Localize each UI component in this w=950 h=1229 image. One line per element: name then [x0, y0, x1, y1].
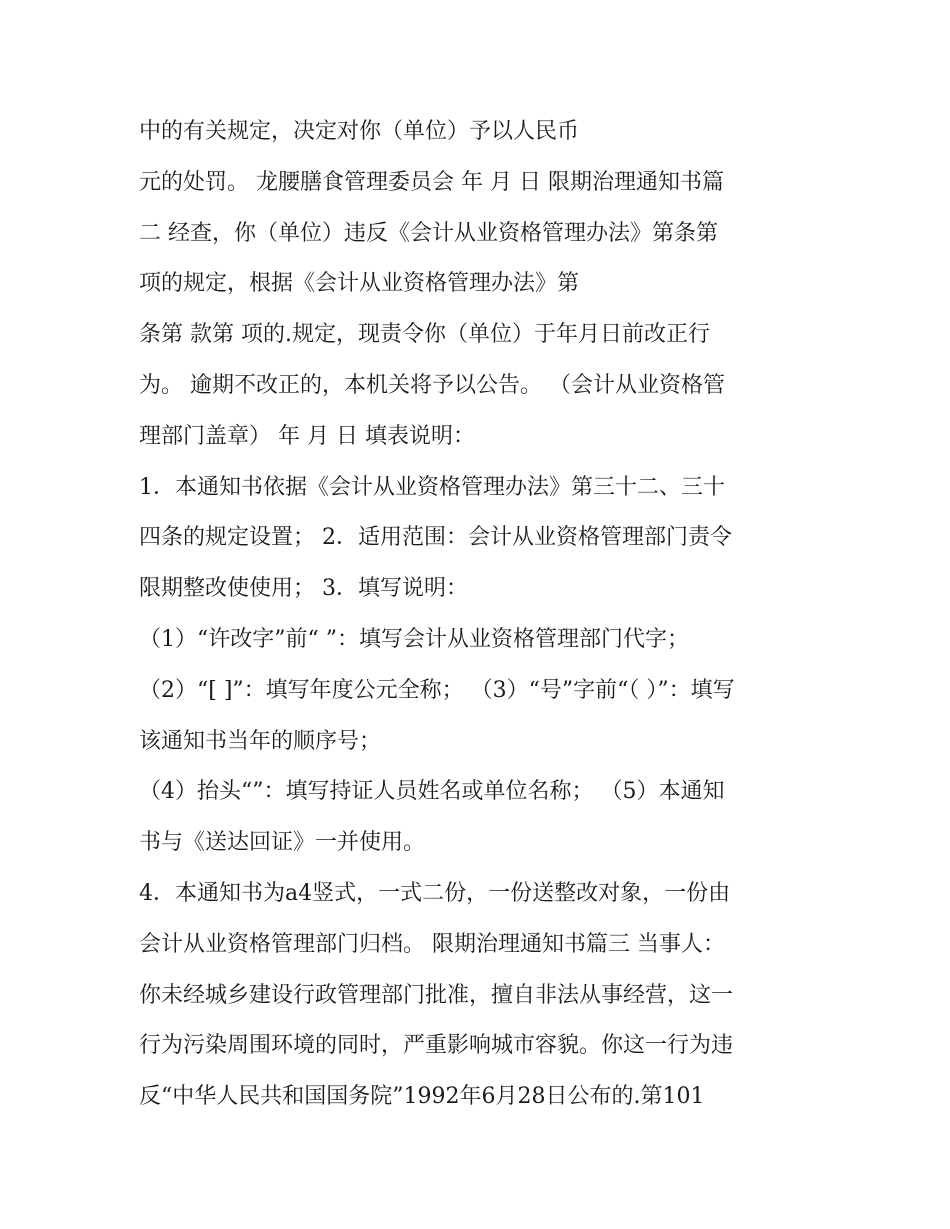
- text-line: 4．本通知书为a4竖式，一式二份，一份送整改对象，一份由: [139, 880, 731, 906]
- document-body: [139, 107, 829, 1123]
- text-line: 会计从业资格管理部门归档。 限期治理通知书篇三 当事人：: [139, 931, 725, 957]
- text-line: 1．本通知书依据《会计从业资格管理办法》第三十二、三十: [139, 474, 725, 500]
- text-line: 为。 逾期不改正的，本机关将予以公告。 （会计从业资格管: [139, 372, 725, 398]
- text-line: 限期整改使使用； 3．填写说明：: [139, 576, 468, 602]
- text-line: （2）“[ ]”：填写年度公元全称； （3）“号”字前“（ ）”：填写: [139, 677, 735, 703]
- text-line: （4）抬头“”：填写持证人员姓名或单位名称； （5）本通知: [139, 779, 725, 805]
- text-line: 条第 款第 项的.规定，现责令你（单位）于年月日前改正行: [139, 322, 710, 348]
- text-line: 四条的规定设置； 2．适用范围：会计从业资格管理部门责令: [139, 525, 732, 551]
- text-line: 书与《送达回证》一并使用。: [139, 830, 426, 856]
- text-line: 元的处罚。 龙腰膳食管理委员会 年 月 日 限期治理通知书篇: [139, 169, 724, 195]
- text-line: （1）“许改字”前“ ”：填写会计从业资格管理部门代字；: [139, 626, 689, 652]
- text-line: 二 经查，你（单位）违反《会计从业资格管理办法》第条第: [139, 220, 718, 246]
- text-line: 中的有关规定，决定对你（单位）予以人民币: [139, 119, 580, 144]
- text-line: 理部门盖章） 年 月 日 填表说明：: [139, 423, 475, 449]
- text-line: 行为污染周围环境的同时，严重影响城市容貌。你这一行为违: [139, 1033, 734, 1059]
- text-line: 该通知书当年的顺序号；: [139, 728, 382, 754]
- text-line: 反“中华人民共和国国务院”1992年6月28日公布的.第101: [139, 1084, 705, 1110]
- text-line: 项的规定，根据《会计从业资格管理办法》第: [139, 271, 580, 297]
- text-line: 你未经城乡建设行政管理部门批准，擅自非法从事经营，这一: [139, 982, 734, 1008]
